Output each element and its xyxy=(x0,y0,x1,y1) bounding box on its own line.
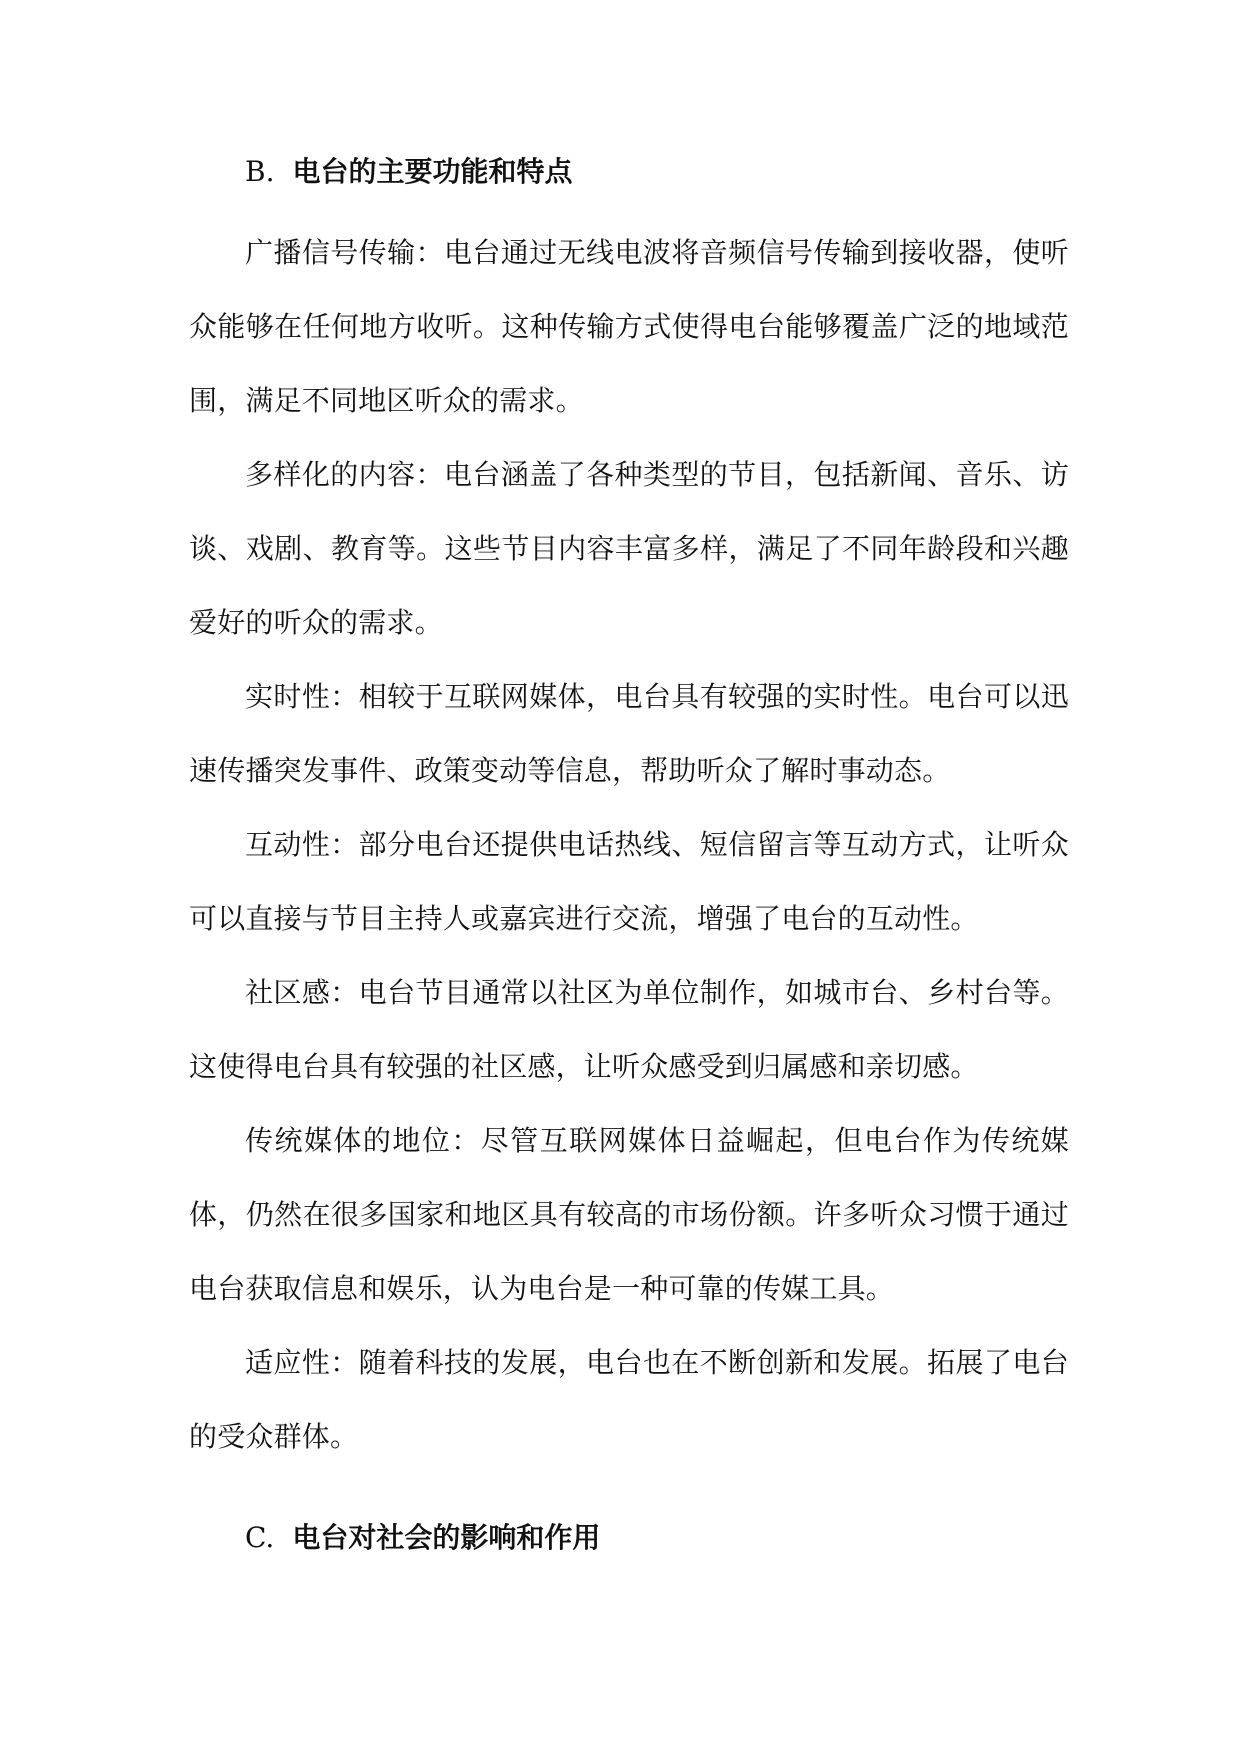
section-letter-c: C. xyxy=(245,1521,275,1554)
paragraph-traditional-media: 传统媒体的地位：尽管互联网媒体日益崛起，但电台作为传统媒体，仍然在很多国家和地区具有较高的市场份额。许多听众习惯于通过电台获取信息和娱乐，认为电台是一种可靠的传媒工具。 xyxy=(189,1124,1069,1305)
paragraph-broadcast-signal: 广播信号传输：电台通过无线电波将音频信号传输到接收器，使听众能够在任何地方收听。这种传输方式使得电台能够覆盖广泛的地域范围，满足不同地区听众的需求。 xyxy=(189,236,1069,417)
section-heading-c xyxy=(189,1508,1069,1568)
section-letter-b: B. xyxy=(245,155,275,188)
paragraph-interactivity: 互动性：部分电台还提供电话热线、短信留言等互动方式，让听众可以直接与节目主持人或嘉宾进行交流，增强了电台的互动性。 xyxy=(189,828,1069,935)
section-heading-b xyxy=(189,142,1069,202)
page-content xyxy=(189,142,1069,1582)
section-title-b: 电台的主要功能和特点 xyxy=(292,155,573,188)
section-title-c: 电台对社会的影响和作用 xyxy=(292,1521,601,1554)
paragraph-community: 社区感：电台节目通常以社区为单位制作，如城市台、乡村台等。这使得电台具有较强的社区感，让听众感受到归属感和亲切感。 xyxy=(189,976,1069,1083)
paragraph-adaptability: 适应性：随着科技的发展，电台也在不断创新和发展。拓展了电台的受众群体。 xyxy=(189,1346,1069,1453)
paragraph-diverse-content: 多样化的内容：电台涵盖了各种类型的节目，包括新闻、音乐、访谈、戏剧、教育等。这些节目内容丰富多样，满足了不同年龄段和兴趣爱好的听众的需求。 xyxy=(189,458,1069,639)
paragraph-real-time: 实时性：相较于互联网媒体，电台具有较强的实时性。电台可以迅速传播突发事件、政策变动等信息，帮助听众了解时事动态。 xyxy=(189,680,1069,787)
